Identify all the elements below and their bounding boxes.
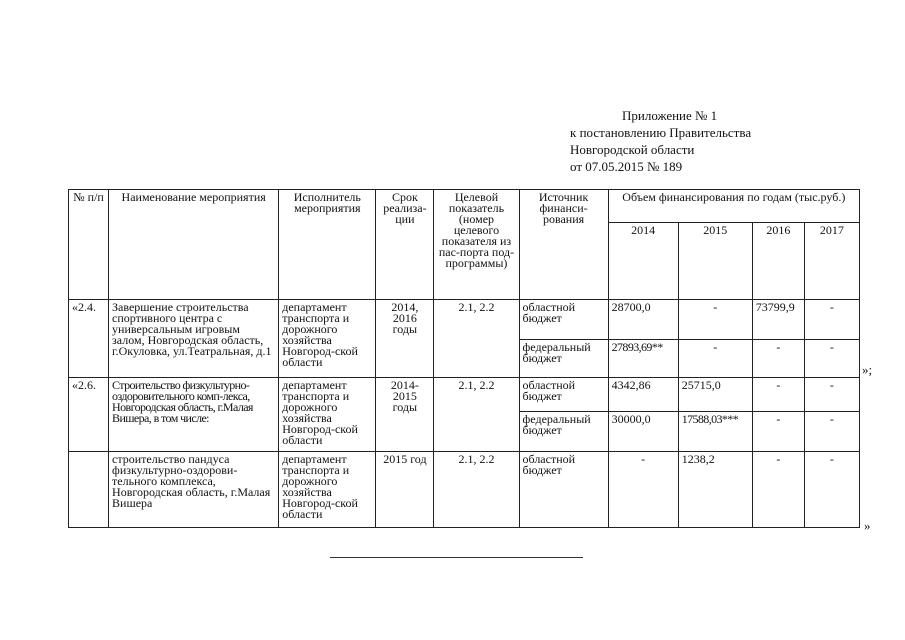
closing-quote-mark: »;: [862, 362, 873, 377]
funding-source: федеральный бюджет: [519, 340, 608, 378]
funding-source: областной бюджет: [519, 378, 608, 412]
value-2016: -: [752, 412, 804, 452]
value-2014: 30000,0: [608, 412, 678, 452]
value-2017: -: [804, 340, 859, 378]
col-header-year: 2016: [752, 223, 804, 300]
value-2014: 27893,69**: [608, 340, 678, 378]
col-header-target: Целевой показатель (номер целевого показателя из пас-порта под-программы): [434, 190, 519, 300]
value-2014: -: [608, 452, 678, 528]
value-2017: -: [804, 300, 859, 340]
value-2015: 1238,2: [678, 452, 752, 528]
value-2016: 73799,9: [752, 300, 804, 340]
col-header-term: Срок реализа-ции: [376, 190, 434, 300]
funding-source: областной бюджет: [519, 300, 608, 340]
row-number: «2.6.: [69, 378, 109, 452]
resolution-reference: к постановлению Правительства: [570, 125, 752, 140]
row-executor: департамент транспорта и дорожного хозяйства Новгород-ской области: [279, 300, 376, 378]
row-number: «2.4.: [69, 300, 109, 378]
appendix-header: [570, 107, 751, 175]
col-header-year: 2015: [678, 223, 752, 300]
value-2016: -: [752, 378, 804, 412]
col-header-name: Наименование мероприятия: [109, 190, 279, 300]
value-2014: 4342,86: [608, 378, 678, 412]
appendix-title: Приложение № 1: [622, 108, 718, 123]
row-target: 2.1, 2.2: [434, 300, 519, 378]
col-header-executor: Исполнитель мероприятия: [279, 190, 376, 300]
table-row: [69, 378, 860, 412]
col-header-num: № п/п: [69, 190, 109, 300]
col-header-source: Источник финанси-рования: [519, 190, 608, 300]
funding-source: федеральный бюджет: [519, 412, 608, 452]
row-executor: департамент транспорта и дорожного хозяйства Новгород-ской области: [279, 378, 376, 452]
col-header-year: 2014: [608, 223, 678, 300]
table-row: [69, 452, 860, 528]
value-2016: -: [752, 452, 804, 528]
value-2015: -: [678, 340, 752, 378]
row-term: 2014-2015 годы: [376, 378, 434, 452]
resolution-date: от 07.05.2015 № 189: [570, 159, 683, 174]
col-header-year: 2017: [804, 223, 859, 300]
closing-quote-mark: »: [864, 518, 871, 533]
row-name: Завершение строительства спортивного центра с универсальным игровым залом, Новгородская область, г.Окуловка, ул.Театральная, д.1: [109, 300, 279, 378]
region-name: Новгородской области: [570, 142, 695, 157]
table-row: [69, 300, 860, 340]
col-header-volume: Объем финансирования по годам (тыс.руб.): [608, 190, 859, 223]
value-2017: -: [804, 412, 859, 452]
value-2015: 25715,0: [678, 378, 752, 412]
funding-source: областной бюджет: [519, 452, 608, 528]
value-2016: -: [752, 340, 804, 378]
financing-table: [68, 189, 860, 528]
row-term: 2014, 2016 годы: [376, 300, 434, 378]
row-name: строительство пандуса физкультурно-оздорови-тельного комплекса, Новгородская область, г.Малая Вишера: [109, 452, 279, 528]
row-name: Строительство физкультурно-оздоровительного комп-лекса, Новгородская область, г.Малая Вишера, в том числе:: [109, 378, 279, 452]
row-number: [69, 452, 109, 528]
value-2017: -: [804, 452, 859, 528]
row-term: 2015 год: [376, 452, 434, 528]
row-executor: департамент транспорта и дорожного хозяйства Новгород-ской области: [279, 452, 376, 528]
value-2014: 28700,0: [608, 300, 678, 340]
value-2017: -: [804, 378, 859, 412]
row-target: 2.1, 2.2: [434, 452, 519, 528]
value-2015: -: [678, 300, 752, 340]
value-2015: 17588,03***: [678, 412, 752, 452]
footnote-divider: [330, 557, 583, 558]
row-target: 2.1, 2.2: [434, 378, 519, 452]
